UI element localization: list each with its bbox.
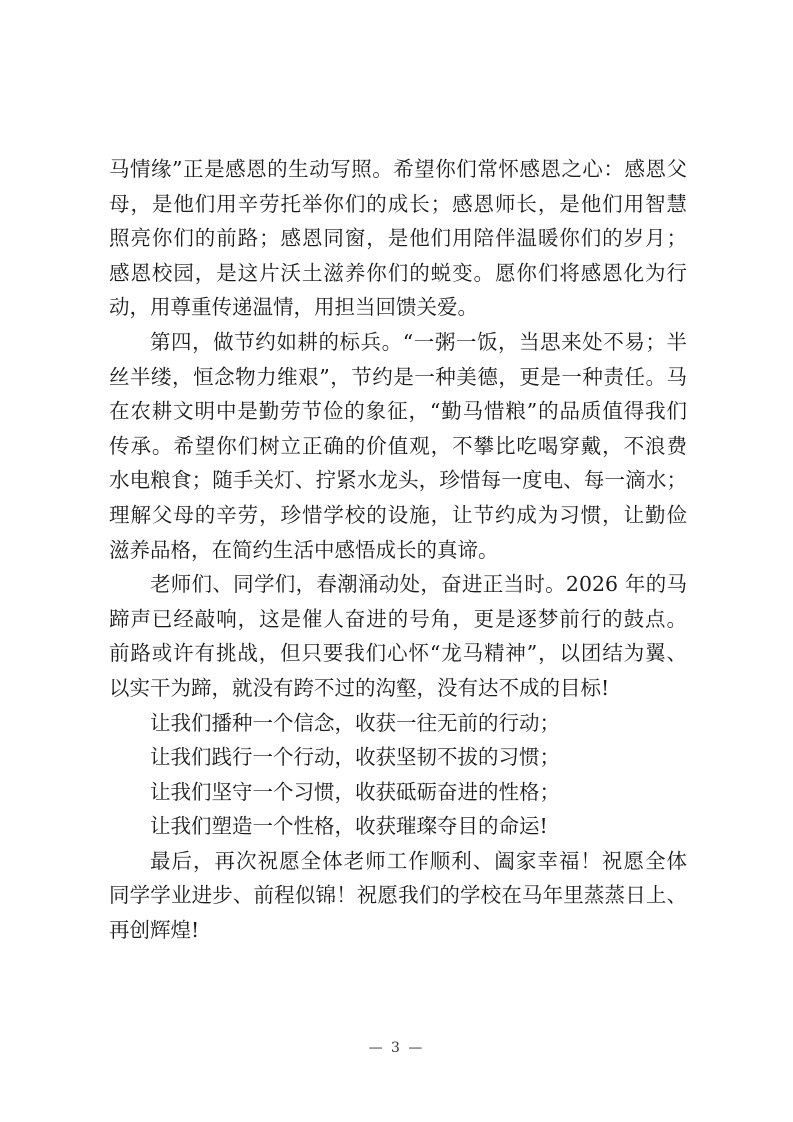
paragraph-first-line: 最后，再次祝愿全体老师工作顺利、阖家幸福！祝愿全体 (150, 848, 687, 873)
text-line: 感恩校园，是这片沃土滋养你们的蜕变。愿你们将感恩化为行 (109, 260, 687, 285)
text-line: 传承。希望你们树立正确的价值观，不攀比吃喝穿戴，不浪费 (109, 433, 687, 458)
body-text (109, 152, 687, 948)
text-line: 理解父母的辛劳，珍惜学校的设施，让节约成为习惯，让勤俭 (109, 502, 687, 527)
text-line: 丝半缕，恒念物力维艰”，节约是一种美德，更是一种责任。马 (109, 364, 687, 389)
verse-line: 让我们坚守一个习惯，收获砥砺奋进的性格； (150, 779, 560, 804)
text-line: 照亮你们的前路；感恩同窗，是他们用陪伴温暖你们的岁月； (109, 226, 687, 251)
text-line: 前路或许有挑战，但只要我们心怀“龙马精神”，以团结为翼、 (109, 641, 687, 666)
page-number: — 3 — (368, 1040, 425, 1056)
text-line: 以实干为蹄，就没有跨不过的沟壑，没有达不成的目标! (109, 675, 610, 700)
verse-line: 让我们播种一个信念，收获一往无前的行动； (150, 710, 560, 735)
text-line: 同学学业进步、前程似锦！祝愿我们的学校在马年里蒸蒸日上、 (109, 883, 687, 908)
text-line: 母，是他们用辛劳托举你们的成长；感恩师长，是他们用智慧 (109, 191, 687, 216)
text-line: 动，用尊重传递温情，用担当回馈关爱。 (109, 295, 478, 320)
text-line: 马情缘”正是感恩的生动写照。希望你们常怀感恩之心：感恩父 (109, 157, 687, 181)
text-line: 滋养品格，在简约生活中感悟成长的真谛。 (109, 537, 499, 562)
text-line: 水电粮食；随手关灯、拧紧水龙头，珍惜每一度电、每一滴水； (109, 468, 687, 493)
text-line: 在农耕文明中是勤劳节俭的象征，“勤马惜粮”的品质值得我们 (109, 399, 687, 424)
verse-line: 让我们塑造一个性格，收获璀璨夺目的命运! (150, 814, 548, 839)
paragraph-first-line: 老师们、同学们，春潮涌动处，奋进正当时。2026 年的马 (150, 572, 687, 597)
verse-line: 让我们践行一个行动，收获坚韧不拔的习惯； (150, 745, 560, 770)
text-line: 蹄声已经敲响，这是催人奋进的号角，更是逐梦前行的鼓点。 (109, 606, 687, 631)
text-line: 再创辉煌! (109, 918, 200, 943)
paragraph-first-line: 第四，做节约如耕的标兵。“一粥一饭，当思来处不易；半 (150, 329, 687, 354)
